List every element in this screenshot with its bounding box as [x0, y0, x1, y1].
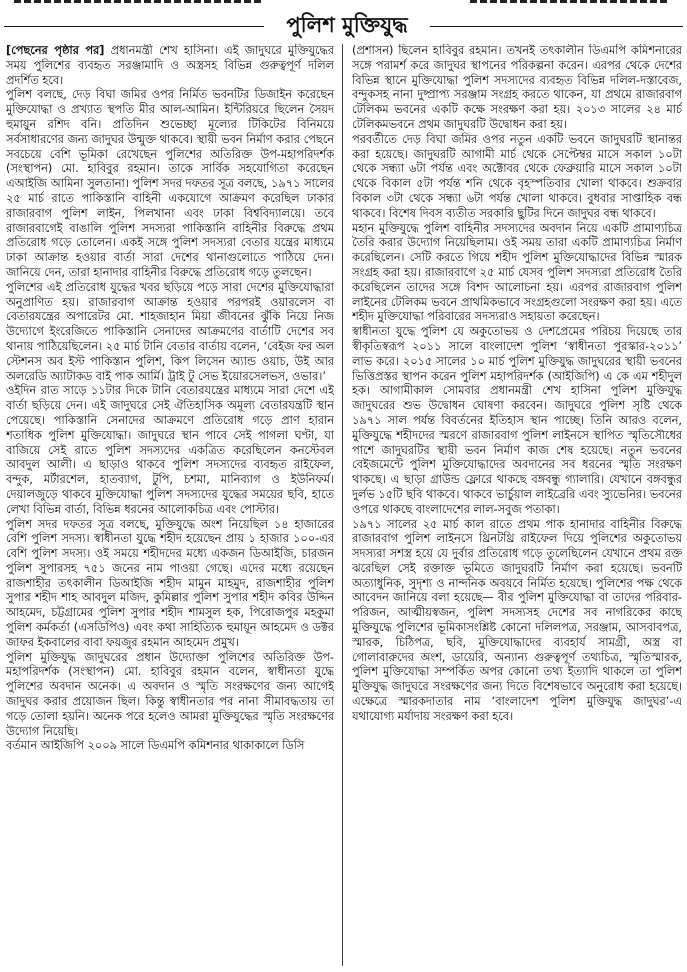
column-divider — [342, 44, 343, 966]
article-paragraph: ওইদিন রাত সাড়ে ১১টার দিকে টানি বেতারযন্ত্রের মাধ্যমে সারা দেশে এই বার্তা ছড়িয়ে দেন। এই জাদুঘরে সেই ঐতিহাসিক অমূল্য বেতারযন্ত্রটি স্থান পেয়েছে। পাকিস্তানি সেনাদের আক্রমণে প্রতিরোধ গড়ে প্রাণ হারান শতাধিক পুলিশ মুক্তিযোদ্ধা। জাদুঘরে স্থান পাবে সেই পাগলা ঘণ্টা, যা বাজিয়ে সেই রাতে পুলিশ সদস্যদের একত্রিত করেছিলেন কনস্টেবল আবদুল আলী। এ ছাড়াও থাকবে পুলিশ সদস্যদের ব্যবহৃত রাইফেল, বন্দুক, মর্টারশেল, হাতব্যাগ, টুপি, চশমা, মানিব্যাগ ও ইউনিফর্ম। দেয়ালজুড়ে থাকবে মুক্তিযোদ্ধা পুলিশ সদস্যদের যুদ্ধের সময়ের ছবি, হাতে লেখা বিভিন্ন বার্তা, বিভিন্ন ধরনের আলোকচিত্র এবং পোস্টার। — [6, 384, 334, 516]
article-column-left — [6, 44, 334, 970]
cropped-top-text-strip — [0, 0, 687, 6]
article-paragraph: পরবর্তীতে দেড় বিঘা জমির ওপর নতুন একটি ভবনে জাদুঘরটি স্থানান্তর করা হয়েছে। জাদুঘরটি আগামী মার্চ থেকে সেপ্টেম্বর মাসে সকাল ১০টা থেকে সন্ধ্যা ৬টা পর্যন্ত এবং অক্টোবর থেকে ফেব্রুয়ারি মাসে সকাল ১০টা থেকে বিকাল ৫টা পর্যন্ত শনি থেকে বৃহস্পতিবার খোলা থাকবে। শুক্রবার বিকাল ৩টা থেকে সন্ধ্যা ৬টা পর্যন্ত খোলা থাকবে। বুধবার সাপ্তাহিক বন্ধ থাকবে। বিশেষ দিবস ব্যতীত সরকারি ছুটির দিনে জাদুঘর বন্ধ থাকবে। — [352, 132, 682, 220]
article-paragraph: স্বাধীনতা যুদ্ধে পুলিশ যে অকুতোভয় ও দেশপ্রেমের পরিচয় দিয়েছে তার স্বীকৃতিস্বরূপ ২০১১ সালে বাংলাদেশ পুলিশ ‘স্বাধীনতা পুরস্কার-২০১১’ লাভ করে। ২০১৫ সালের ১০ মার্চ পুলিশ মুক্তিযুদ্ধ জাদুঘরের স্থায়ী ভবনের ভিত্তিপ্রস্তর স্থাপন করেন পুলিশ মহাপরিদর্শক (আইজিপি) এ কে এম শহীদুল হক। আগামীকাল সোমবার প্রধানমন্ত্রী শেখ হাসিনা পুলিশ মুক্তিযুদ্ধ জাদুঘরের শুভ উদ্বোধন ঘোষণা করবেন। জাদুঘরে পুলিশ সৃষ্টি থেকে ১৯৭১ সাল পর্যন্ত বিবর্তনের ইতিহাস স্থান পাচ্ছে। তিনি আরও বলেন, মুক্তিযুদ্ধে শহীদদের স্মরণে রাজারবাগ পুলিশ লাইনসে স্থাপিত স্মৃতিসৌধের পাশে জাদুঘরটির স্থায়ী ভবন নির্মাণ কাজ শেষ হয়েছে। নতুন ভবনের বেইজমেন্টে পুলিশ মুক্তিযোদ্ধাদের অবদানের সব ধরনের স্মৃতি সংরক্ষণ থাকছে। এ ছাড়া গ্রাউন্ড ফ্লোরে থাকছে বঙ্গবন্ধু গ্যালারি। যেখানে বঙ্গবন্ধুর দুর্লভ ১৫টি ছবি থাকবে। থাকবে ভার্চুয়াল লাইব্রেরি এবং স্যুভেনির। ভবনের ওপরে থাকছে বাংলাদেশের লাল-সবুজ পতাকা। — [352, 325, 682, 516]
article-paragraph: ১৯৭১ সালের ২৫ মার্চ কাল রাতে প্রথম পাক হানাদার বাহিনীর বিরুদ্ধে রাজারবাগ পুলিশ লাইনসে থ্রিনটথ্রি রাইফেল দিয়ে পুলিশের অকুতোভয় সদস্যরা সশস্ত্র হয়ে যে দুর্বার প্রতিরোধ গড়ে তুলেছিলেন যেখানে প্রথম রক্ত ঝরেছিল সেই রক্তাক্ত ভূমিতে জাদুঘরটি নির্মাণ করা হয়েছে। ভবনটি অত্যাধুনিক, সুদৃশ্য ও নান্দনিক অবয়বে নির্মিত হয়েছে। পুলিশের পক্ষ থেকে আবেদন জানিয়ে বলা হয়েছে— বীর পুলিশ মুক্তিযোদ্ধা বা তাদের পরিবার-পরিজন, আত্মীয়স্বজন, পুলিশ সদস্যসহ দেশের সব নাগরিকের কাছে মুক্তিযুদ্ধে পুলিশের ভূমিকাসংশ্লিষ্ট কোনো দলিলপত্র, সরঞ্জাম, আসবাবপত্র, স্মারক, চিঠিপত্র, ছবি, মুক্তিযোদ্ধাদের ব্যবহার্য সামগ্রী, অস্ত্র বা গোলাবারুদের অংশ, ডায়েরি, অন্যান্য গুরুত্বপূর্ণ তথ্যচিত্র, স্মৃতিস্মারক, পুলিশ মুক্তিযোদ্ধা সম্পর্কিত অপর কোনো তথ্য ইত্যাদি থাকলে তা পুলিশ মুক্তিযুদ্ধ জাদুঘরে সংরক্ষণের জন্য দিতে বিশেষভাবে অনুরোধ করা হয়েছে। এক্ষেত্রে স্মারকদাতার নাম ‘বাংলাদেশ পুলিশ মুক্তিযুদ্ধ জাদুঘর’-এ যথাযোগ্য মর্যাদায় সংরক্ষণ করা হবে। — [352, 517, 682, 723]
article-paragraph: পুলিশ সদর দফতর সূত্র বলছে, মুক্তিযুদ্ধে অংশ নিয়েছিল ১৪ হাজারের বেশি পুলিশ সদস্য। স্বাধীনতা যুদ্ধে শহীদ হয়েছেন প্রায় ১ হাজার ১০০-এর বেশি পুলিশ সদস্য। ওই সময়ে শহীদদের মধ্যে একজন ডিআইজি, চারজন পুলিশ সুপারসহ ৭৫১ জনের নাম পাওয়া গেছে। এদের মধ্যে রয়েছেন রাজশাহীর তৎকালীন ডিআইজি শহীদ মামুন মাহমুদ, রাজশাহীর পুলিশ সুপার শহীদ শাহ আবদুল মজিদ, কুমিল্লার পুলিশ সুপার শহীদ কবির উদ্দিন আহমেদ, চট্টগ্রামের পুলিশ সুপার শহীদ শামসুল হক, পিরোজপুর মহকুমা পুলিশ কর্মকর্তা (এসডিপিও) এবং কথা সাহিত্যিক হুমায়ূন আহমেদ ও ডক্টর জাফর ইকবালের বাবা ফয়জুর রহমান আহমেদ প্রমুখ। — [6, 517, 334, 649]
article-column-right — [352, 44, 682, 970]
page-title: পুলিশ মুক্তিযুদ্ধ — [286, 12, 408, 37]
article-paragraph: (প্রশাসন) ছিলেন হাবিবুর রহমান। তখনই তৎকালীন ডিএমপি কমিশনারের সঙ্গে পরামর্শ করে জাদুঘর স্থাপনের পরিকল্পনা করেন। এরপর থেকে দেশের বিভিন্ন স্থানে মুক্তিযোদ্ধা পুলিশ সদস্যদের ব্যবহৃত বিভিন্ন দলিল-দস্তাবেজ, বন্দুকসহ নানা দুষ্প্রাপ্য সরঞ্জাম সংগ্রহ করতে থাকেন, যা প্রথমে রাজারবাগ টেলিকম ভবনের একটি কক্ষে সংরক্ষণ করা হয়। ২০১৩ সালের ২৪ মার্চ টেলিকমভবনে প্রথম জাদুঘরটি উদ্বোধন করা হয়। — [352, 44, 682, 131]
article-paragraph — [6, 44, 334, 88]
article-paragraph: পুলিশের এই প্রতিরোধ যুদ্ধের খবর ছড়িয়ে পড়ে সারা দেশের মুক্তিযোদ্ধারা অনুপ্রাণিত হয়। রাজারবাগ আক্রান্ত হওয়ার পরপরই ওয়ারলেস বা বেতারযন্ত্রের অপারেটর মো. শাহজাহান মিয়া জীবনের ঝুঁকি নিয়ে নিজ উদ্যোগে ইংরেজিতে পাকিস্তানি সেনাদের আক্রমণের বার্তাটি দেশের সব থানায় পাঠিয়েছিলেন। ২৫ মার্চ টানি বেতার বার্তায় বলেন, ‘বেইজ ফর অল স্টেশনস অব ইস্ট পাকিস্তান পুলিশ, কিপ লিসেন অ্যান্ড ওয়াচ, উই আর অলরেডি অ্যাটাকড বাই পাক আর্মি। ট্রাই টু সেভ ইয়োরসেলভস, ওভার।’ — [6, 280, 334, 383]
headline-row — [0, 10, 687, 40]
headline-rule-right — [430, 26, 683, 27]
headline-rule-left — [4, 26, 264, 27]
article-paragraph: বর্তমান আইজিপি ২০০৯ সালে ডিএমপি কমিশনার থাকাকালে ডিসি — [6, 739, 305, 753]
continuation-kicker: [পেছনের পৃষ্ঠার পর] — [6, 44, 105, 57]
article-paragraph: পুলিশ মুক্তিযুদ্ধ জাদুঘরের প্রধান উদ্যোক্তা পুলিশের অতিরিক্ত উপ-মহাপরিদর্শক (সংস্থাপন) মো. হাবিবুর রহমান বলেন, স্বাধীনতা যুদ্ধে পুলিশের অবদান অনেক। এ অবদান ও স্মৃতি সংরক্ষণের জন্য আগেই জাদুঘর করার প্রয়োজন ছিল। কিন্তু স্বাধীনতার পর নানা সীমাবদ্ধতায় তা গড়ে তোলা হয়নি। অনেক পরে হলেও আমরা মুক্তিযুদ্ধের স্মৃতি সংরক্ষণের উদ্যোগ নিয়েছি। — [6, 650, 334, 738]
article-paragraph: মহান মুক্তিযুদ্ধে পুলিশ বাহিনীর সদস্যদের অবদান নিয়ে একটি প্রামাণ্যচিত্র তৈরি করার উদ্যোগ নিয়েছিলাম। ওই সময় তারা একটি প্রামাণ্যচিত্র নির্মাণ করেছিলেন। সেটি করতে গিয়ে শহীদ পুলিশ মুক্তিযোদ্ধাদের বিভিন্ন স্মারক সংগ্রহ করা হয়। রাজারবাগে ২৫ মার্চ যেসব পুলিশ সদস্যরা প্রতিরোধ তৈরি করেছিলেন তাদের সঙ্গে বিশদ আলোচনা হয়। এরপর রাজারবাগ পুলিশ লাইনের টেলিকম ভবনে প্রাথমিকভাবে সংগ্রহগুলো সংরক্ষণ করা হয়। এতে শহীদ মুক্তিযোদ্ধা পরিবারের সদস্যরাও সহায়তা করেছেন। — [352, 221, 682, 324]
paragraph-text: প্রধানমন্ত্রী শেখ হাসিনা। এই জাদুঘরে মুক্তিযুদ্ধের সময় পুলিশের ব্যবহৃত সরঞ্জামাদি ও অস্ত্রসহ বিভিন্ন গুরুত্বপূর্ণ দলিল প্রদর্শিত হবে। — [6, 44, 334, 87]
article-paragraph: পুলিশ বলছে, দেড় বিঘা জমির ওপর নির্মিত ভবনটির ডিজাইন করেছেন মুক্তিযোদ্ধা ও প্রখ্যাত স্থপতি মীর আল-আমিন। ইন্টিরিয়রে ছিলেন সৈয়দ হুমায়ুন রশিদ বনি। প্রতিদিন শুভেচ্ছা মূল্যের টিকিটের বিনিময়ে সর্বসাধারণের জন্য জাদুঘর উন্মুক্ত থাকবে। স্থায়ী ভবন নির্মাণ করার পেছনে সবচেয়ে বেশি ভূমিকা রেখেছেন পুলিশের অতিরিক্ত উপ-মহাপরিদর্শক (সংস্থাপন) মো. হাবিবুর রহমান। তাকে সার্বিক সহযোগিতা করেছেন এআইজি আমিনা সুলতানা। পুলিশ সদর দফতর সূত্র বলছে, ১৯৭১ সালের ২৫ মার্চ রাতে পাকিস্তানি বাহিনী একযোগে আক্রমণ করেছিল ঢাকার রাজারবাগ পুলিশ লাইন, পিলখানা এবং ঢাকা বিশ্ববিদ্যালয়ে। তবে রাজারবাগেই বাঙালি পুলিশ সদস্যরা পাকিস্তানি বাহিনীর বিরুদ্ধে প্রথম প্রতিরোধ গড়ে তোলেন। একই সঙ্গে পুলিশ সদস্যরা বেতার যন্ত্রের মাধ্যমে ঢাকা আক্রান্ত হওয়ার বার্তা সারা দেশের থানাগুলোতে পাঠিয়ে দেন। জানিয়ে দেন, তারা হানাদার বাহিনীর বিরুদ্ধে প্রতিরোধ গড়ে তুলছেন। — [6, 88, 334, 279]
